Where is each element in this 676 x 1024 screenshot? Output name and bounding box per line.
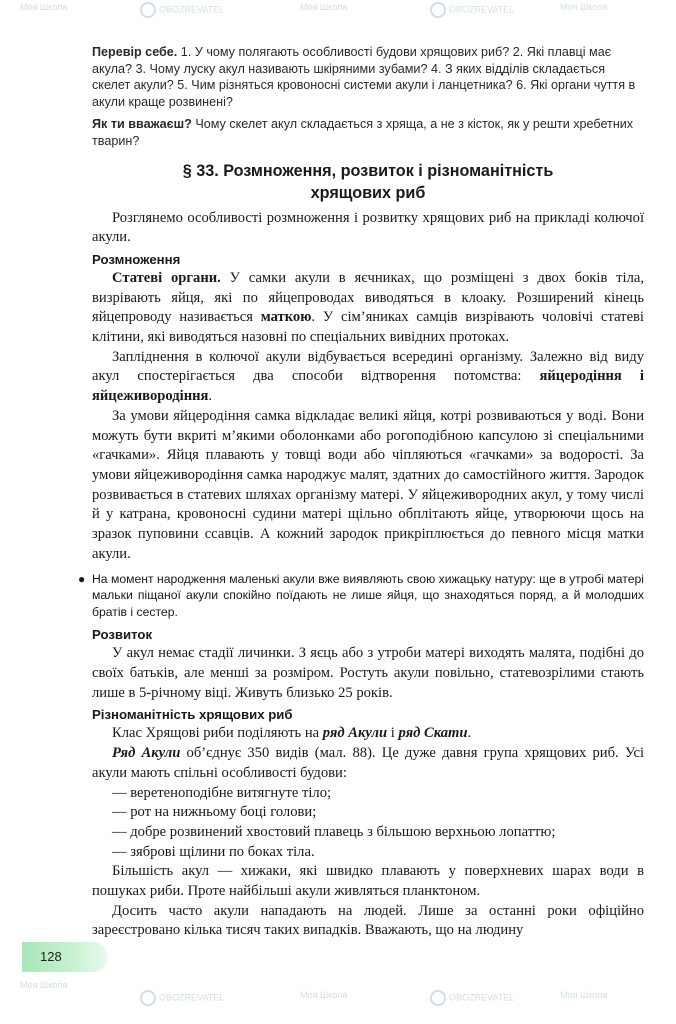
review-questions: [92, 44, 644, 150]
heading-reproduction: Розмноження: [92, 251, 181, 267]
page-number: 128: [40, 949, 62, 964]
paragraph-development: У акул немає стадії личинки. З яєць або з утроби матері виходять малята, подібні до своїх батьків, але менші за розміром. Ростуть акули повільно, статевозрілими стають лише в 5-річному віці. Живуть близько 25 років.: [92, 645, 644, 701]
intro-paragraph: Розглянемо особливості розмноження і розвитку хрящових риб на прикладі колючої акули.: [92, 209, 644, 246]
paragraph-attacks: Досить часто акули нападають на людей. Лише за останні роки офіційно зареєстровано кілька тисяч таких випадків. Вважають, що на людину: [92, 902, 644, 939]
watermark-icon: OBOZREVATEL: [140, 990, 224, 1006]
section-title: § 33. Розмноження, розвиток і різноманітність хрящових риб: [182, 161, 554, 202]
features-list: [92, 784, 644, 863]
paragraph-egg-laying: За умови яйцеродіння самка відкладає великі яйця, котрі розвиваються у воді. Вони можуть бути вкриті м’якими оболонками або рогоподібною капсулою зі спеціальними «гачками». Яйця плавають у товщі води або чіпляються «гачками» за водорості. За умови яйцеживородіння самка народжує малят, здатних до самостійного життя. Зародок розвивається в статевих шляхах організму матері. У яйцеживородних акул, у тому числі й у катрана, кровоносні судини матері щільно обплітають яйце, утворюючи щось на зразок пуповини ссавців. А кожний зародок прикріплюється до певного місця матки акули.: [92, 407, 644, 562]
heading-development: Розвиток: [92, 627, 153, 643]
watermark-icon: Моя Школа: [20, 2, 68, 12]
page-number-tab: [22, 942, 108, 972]
bullet-icon: ●: [78, 571, 86, 586]
watermark-icon: Моя Школа: [560, 2, 608, 12]
check-yourself: Перевір себе. 1. У чому полягають особливості будови хрящових риб? 2. Які плавці має акула? 3. Чому луску акул називають шкіряними зубами? 4. З яких відділів складається скелет акули? 5. Чим різняться кровоносні системи акули і ланцетника? 6. Які органи чуття в акули краще розвинені?: [92, 45, 636, 109]
section-body: [78, 209, 645, 942]
watermark-icon: Моя Школа: [20, 980, 68, 990]
paragraph-sharks: Ряд Акули об’єднує 350 видів (мал. 88). Це дуже давня група хрящових риб. Усі акули мають спільні особливості будови:: [92, 745, 645, 781]
watermark-icon: OBOZREVATEL: [140, 2, 224, 18]
list-item: — добре розвинений хвостовий плавець з більшою верхньою лопаттю;: [112, 823, 556, 840]
paragraph-predators: Більшість акул — хижаки, які швидко плавають у поверхневих шарах води в пошуках риби. Проте найбільші акули живляться планктоном.: [92, 863, 644, 900]
paragraph-classification: Клас Хрящові риби поділяють на ряд Акули і ряд Скати.: [112, 725, 472, 742]
watermark-icon: OBOZREVATEL: [430, 990, 514, 1006]
page-content: [78, 44, 645, 941]
list-item: — рот на нижньому боці голови;: [112, 804, 317, 821]
watermark-icon: Моя Школа: [300, 990, 348, 1000]
watermark-icon: OBOZREVATEL: [430, 2, 514, 18]
watermark-icon: Моя Школа: [560, 990, 608, 1000]
fact-note: ● На момент народження маленькі акули вже виявляють свою хижацьку натуру: ще в утробі матері мальки піщаної акули спокійно поїдають не лише яйця, що знаходяться поряд, а й молодших братів і сестер.: [78, 571, 644, 619]
paragraph-fertilization: Запліднення в колючої акули відбувається всередині організму. Залежно від виду акул спостерігається два способи відтворення потомства: яйцеродіння і яйцеживородіння.: [92, 348, 644, 405]
list-item: — веретеноподібне витягнуте тіло;: [112, 784, 332, 801]
think-question: Як ти вважаєш? Чому скелет акул складається з хряща, а не з кісток, як у решти хребетних тварин?: [92, 117, 634, 148]
heading-diversity: Різноманітність хрящових риб: [92, 707, 293, 723]
watermark-icon: Моя Школа: [300, 2, 348, 12]
list-item: — зяброві щілини по боках тіла.: [112, 843, 315, 860]
paragraph-sex-organs: Статеві органи. У самки акули в яєчниках, що розміщені з двох боків тіла, визрівають яйця, які по яйцепроводах виводяться в клоаку. Розширений кінець яйцепроводу називається маткою. У сім’яниках самців визрівають чоловічі статеві клітини, які виводяться назовні по спеціальних вивідних протоках.: [92, 269, 645, 346]
